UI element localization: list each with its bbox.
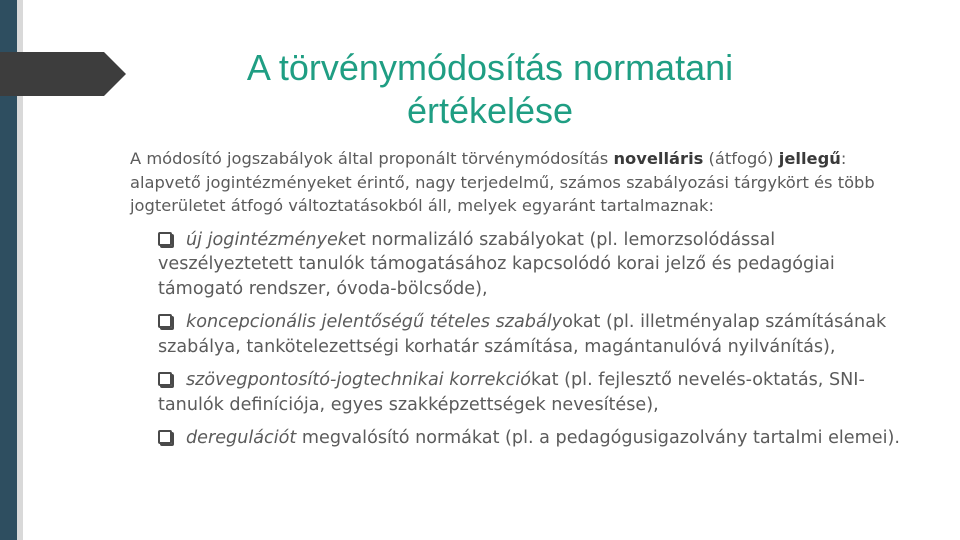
- title-line-2: értékelése: [406, 90, 574, 131]
- checkbox-bullet-icon: [158, 372, 172, 386]
- checkbox-bullet-icon: [158, 314, 172, 328]
- item-text: t normalizáló szabályokat (pl. lemorzsolódással veszélyeztetett tanulók támogatásához kapcsolódó korai jelző és pedagógiai támogató rendszer, óvoda-bölcsőde),: [158, 229, 835, 299]
- list-item: [158, 368, 910, 417]
- list-item: [158, 426, 910, 451]
- intro-text-3: : alapvető jogintézményeket érintő, nagy terjedelmű, számos szabályozási tárgykört és több jogterületet átfogó változtatásokból áll, melyek egyaránt tartalmaznak:: [130, 149, 875, 215]
- title-arrow-shape: [0, 52, 126, 96]
- item-emphasis: szövegpontosító-jogtechnikai korrekció: [186, 370, 531, 390]
- item-text: kat (pl. fejlesztő nevelés-oktatás, SNI-tanulók definíciója, egyes szakképzettségek nevesítése),: [158, 370, 865, 415]
- intro-text-2: (átfogó): [703, 149, 779, 168]
- intro-paragraph: [130, 147, 910, 218]
- item-emphasis: koncepcionális jelentőségű tételes szabály: [186, 312, 563, 332]
- intro-text-1: A módosító jogszabályok által proponált törvénymódosítás: [130, 149, 614, 168]
- checkbox-bullet-icon: [158, 232, 172, 246]
- list-item: [158, 228, 910, 302]
- item-emphasis: új jogintézményeke: [186, 229, 359, 250]
- title-line-1: A törvénymódosítás normatani: [246, 47, 734, 88]
- intro-bold-jellegu: jellegű: [778, 149, 841, 168]
- item-text: megvalósító normákat (pl. a pedagógusigazolvány tartalmi elemei).: [296, 428, 900, 448]
- intro-bold-novellaris: novelláris: [613, 149, 704, 168]
- slide-body: [130, 147, 910, 460]
- item-text: okat (pl. illetményalap számításának szabálya, tankötelezettségi korhatár számítása, magántanulóvá nyilvánítás),: [158, 312, 887, 357]
- item-emphasis: deregulációt: [186, 428, 297, 448]
- list-item: [158, 310, 910, 359]
- checkbox-bullet-icon: [158, 430, 172, 444]
- bullet-list: [130, 228, 910, 451]
- slide-title: [130, 46, 850, 132]
